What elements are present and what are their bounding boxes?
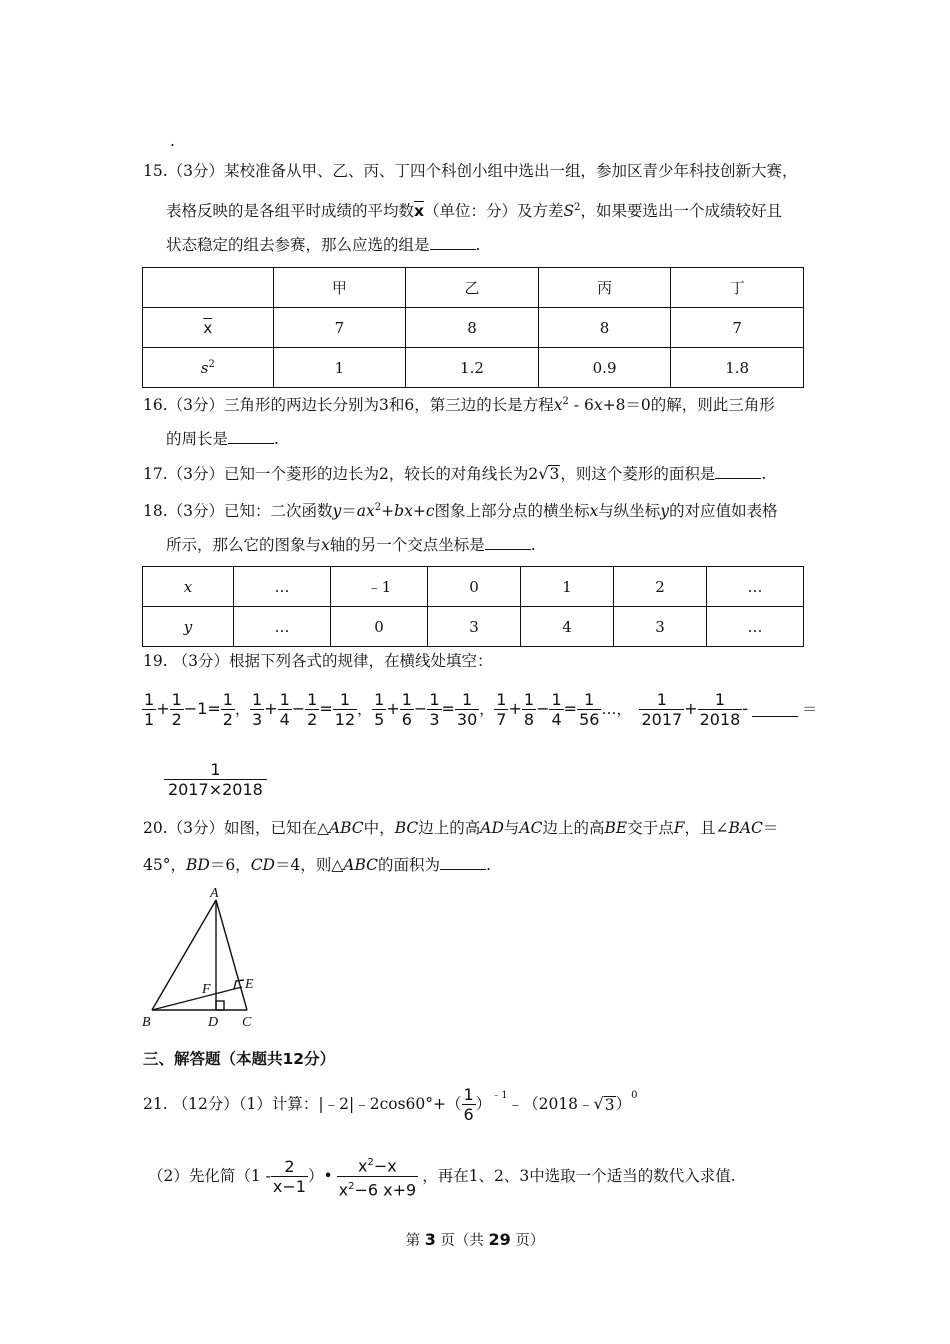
table-row-label: x <box>143 567 234 607</box>
table-cell: 2 <box>614 567 707 607</box>
fraction: $\frac{x^2-x}{x^2-6 x+9}$ <box>338 1156 417 1199</box>
answer-blank[interactable] <box>752 702 798 717</box>
sqrt-sign: √ <box>538 464 549 483</box>
q17-line1: 17.（3分）已知一个菱形的边长为2，较长的对角线长为2√3，则这个菱形的面积是 . <box>143 464 767 483</box>
table-cell: 0.9 <box>538 348 671 388</box>
q15-line1: 15.（3分）某校准备从甲、乙、丙、丁四个科创小组中选出一组，参加区青少年科技创新大赛， <box>143 162 798 180</box>
q15-table <box>142 267 804 388</box>
label-D: D <box>208 1015 219 1030</box>
table-cell: ﹣1 <box>331 567 428 607</box>
fraction: $\frac{1}{6}$ <box>463 1084 474 1124</box>
fraction: $\frac{1}{4}$ <box>279 689 290 729</box>
q20-line1: 20.（3分）如图，已知在△ABC中，BC边上的高AD与AC边上的高BE交于点F，且∠BAC＝ <box>143 819 779 837</box>
page-total: 29 <box>488 1230 511 1249</box>
stray-dot: . <box>170 132 175 150</box>
table-cell: 7 <box>273 308 406 348</box>
table-cell: 1 <box>273 348 406 388</box>
fraction: $\frac{1}{2}$ <box>307 689 318 729</box>
label-C: C <box>242 1015 252 1030</box>
table-cell: 3 <box>428 607 521 647</box>
table-row-label: $s^2$ <box>143 348 274 388</box>
answer-blank[interactable] <box>430 235 476 250</box>
table-cell: … <box>707 567 804 607</box>
q16-line2: 的周长是 . <box>166 430 279 448</box>
q15-line2: 表格反映的是各组平时成绩的平均数$\overline{x}$（单位：分）及方差$S^2$，如果要选出一个成绩较好且 <box>166 202 783 221</box>
page-footer: 第 3 页（共 29 页） <box>405 1230 545 1249</box>
fraction: $\frac{1}{2}$ <box>222 689 233 729</box>
fraction: $\frac{1}{6}$ <box>401 689 412 729</box>
q18-line1: 18.（3分）已知：二次函数$y=ax^2+bx+c$图象上部分点的横坐标x与纵坐标y的对应值如表格 <box>143 502 778 521</box>
fraction: $\frac{1}{4}$ <box>551 689 562 729</box>
table-cell: 4 <box>521 607 614 647</box>
table-header-cell: 丙 <box>538 268 671 308</box>
table-cell: … <box>234 607 331 647</box>
q21-line2: （2）先化简（1 - $\frac{2}{x-1}$ ）• $\frac{x^2-x}{x^2-6 x+9}$ ，再在1、2、3中选取一个适当的数代入求值. <box>148 1152 736 1200</box>
q18-table <box>142 566 804 647</box>
fraction: $\frac{1}{30}$ <box>456 689 478 729</box>
table-header-cell: 乙 <box>406 268 539 308</box>
q16-line1: 16.（3分）三角形的两边长分别为3和6，第三边的长是方程$x^2 - 6x+8=0$的解，则此三角形 <box>143 396 775 415</box>
q21-line1: 21. （12分）（1）计算：|﹣2|﹣2cos60°+（ $\frac{1}{6}$ ） $^{﹣1}$ ﹣（2018﹣ √ 3 ） $^0$ <box>143 1084 638 1124</box>
fraction: $\frac{1}{5}$ <box>374 689 385 729</box>
table-cell: 1.8 <box>671 348 804 388</box>
triangle-figure <box>138 884 268 1030</box>
answer-blank[interactable] <box>485 535 531 550</box>
table-cell: 0 <box>331 607 428 647</box>
q19-result-fraction <box>164 760 267 799</box>
xbar-symbol: $\overline{x}$ <box>414 202 425 221</box>
sqrt-sign: √ <box>593 1094 604 1113</box>
fraction: $\frac{1}{3}$ <box>429 689 440 729</box>
fraction: $\frac{1}{2018}$ <box>699 689 741 729</box>
fraction: $\frac{1}{12}$ <box>334 689 356 729</box>
table-row-label: y <box>143 607 234 647</box>
q19-equations: $\frac{1}{1}$ + $\frac{1}{2}$ −1= $\frac{1}{2}$ ， $\frac{1}{3}$ + $\frac{1}{4}$ − $\frac{1}{2}$ = $\frac{1}{12}$ ， $\frac{1}{5}$ + $\frac{1}{6}$ − $\frac{1}{3}$ = $\frac{1}{30}$ ， $\frac{1}{7}$ + $\frac{1}{8}$ − $\frac{1}{4}$ = $\frac{1}{56}$ …， $\frac{1}{2017}$ + $\frac{1}{2018}$ - ＝ <box>144 689 818 729</box>
answer-blank[interactable] <box>715 464 761 479</box>
label-F: F <box>202 982 211 997</box>
table-cell: … <box>234 567 331 607</box>
label-B: B <box>142 1015 151 1030</box>
table-cell: 3 <box>614 607 707 647</box>
fraction: $\frac{1}{2017}$ <box>641 689 683 729</box>
fraction: $\frac{2}{x-1}$ <box>272 1156 306 1196</box>
fraction: $\frac{1}{56}$ <box>579 689 600 729</box>
table-cell: 1.2 <box>406 348 539 388</box>
fraction: $\frac{1}{2}$ <box>171 689 182 729</box>
page-number: 3 <box>424 1230 436 1249</box>
table-header-cell <box>143 268 274 308</box>
q18-line2: 所示，那么它的图象与x轴的另一个交点坐标是 . <box>166 536 536 554</box>
fraction: $\frac{1}{3}$ <box>251 689 263 729</box>
fraction: $\frac{1}{2017\times 2018}$ <box>164 760 267 799</box>
table-cell: … <box>707 607 804 647</box>
table-cell: 8 <box>538 308 671 348</box>
q19-line1: 19. （3分）根据下列各式的规律，在横线处填空： <box>143 652 493 670</box>
table-cell: 0 <box>428 567 521 607</box>
table-cell: 1 <box>521 567 614 607</box>
fraction: $\frac{1}{8}$ <box>523 689 535 729</box>
section-title: 三、解答题（本题共12分） <box>143 1050 336 1068</box>
label-A: A <box>210 886 219 901</box>
q15-line3: 状态稳定的组去参赛，那么应选的组是 . <box>166 236 481 254</box>
table-cell: 7 <box>671 308 804 348</box>
table-row-label: $\overline{x}$ <box>143 308 274 348</box>
fraction: $\frac{1}{1}$ <box>144 689 155 729</box>
q20-line2: 45°，BD＝6，CD＝4，则△ABC的面积为 . <box>143 856 491 874</box>
label-E: E <box>245 977 254 992</box>
table-header-cell: 甲 <box>273 268 406 308</box>
answer-blank[interactable] <box>228 429 274 444</box>
answer-blank[interactable] <box>440 855 486 870</box>
fraction: $\frac{1}{7}$ <box>496 689 507 729</box>
table-cell: 8 <box>406 308 539 348</box>
table-header-cell: 丁 <box>671 268 804 308</box>
